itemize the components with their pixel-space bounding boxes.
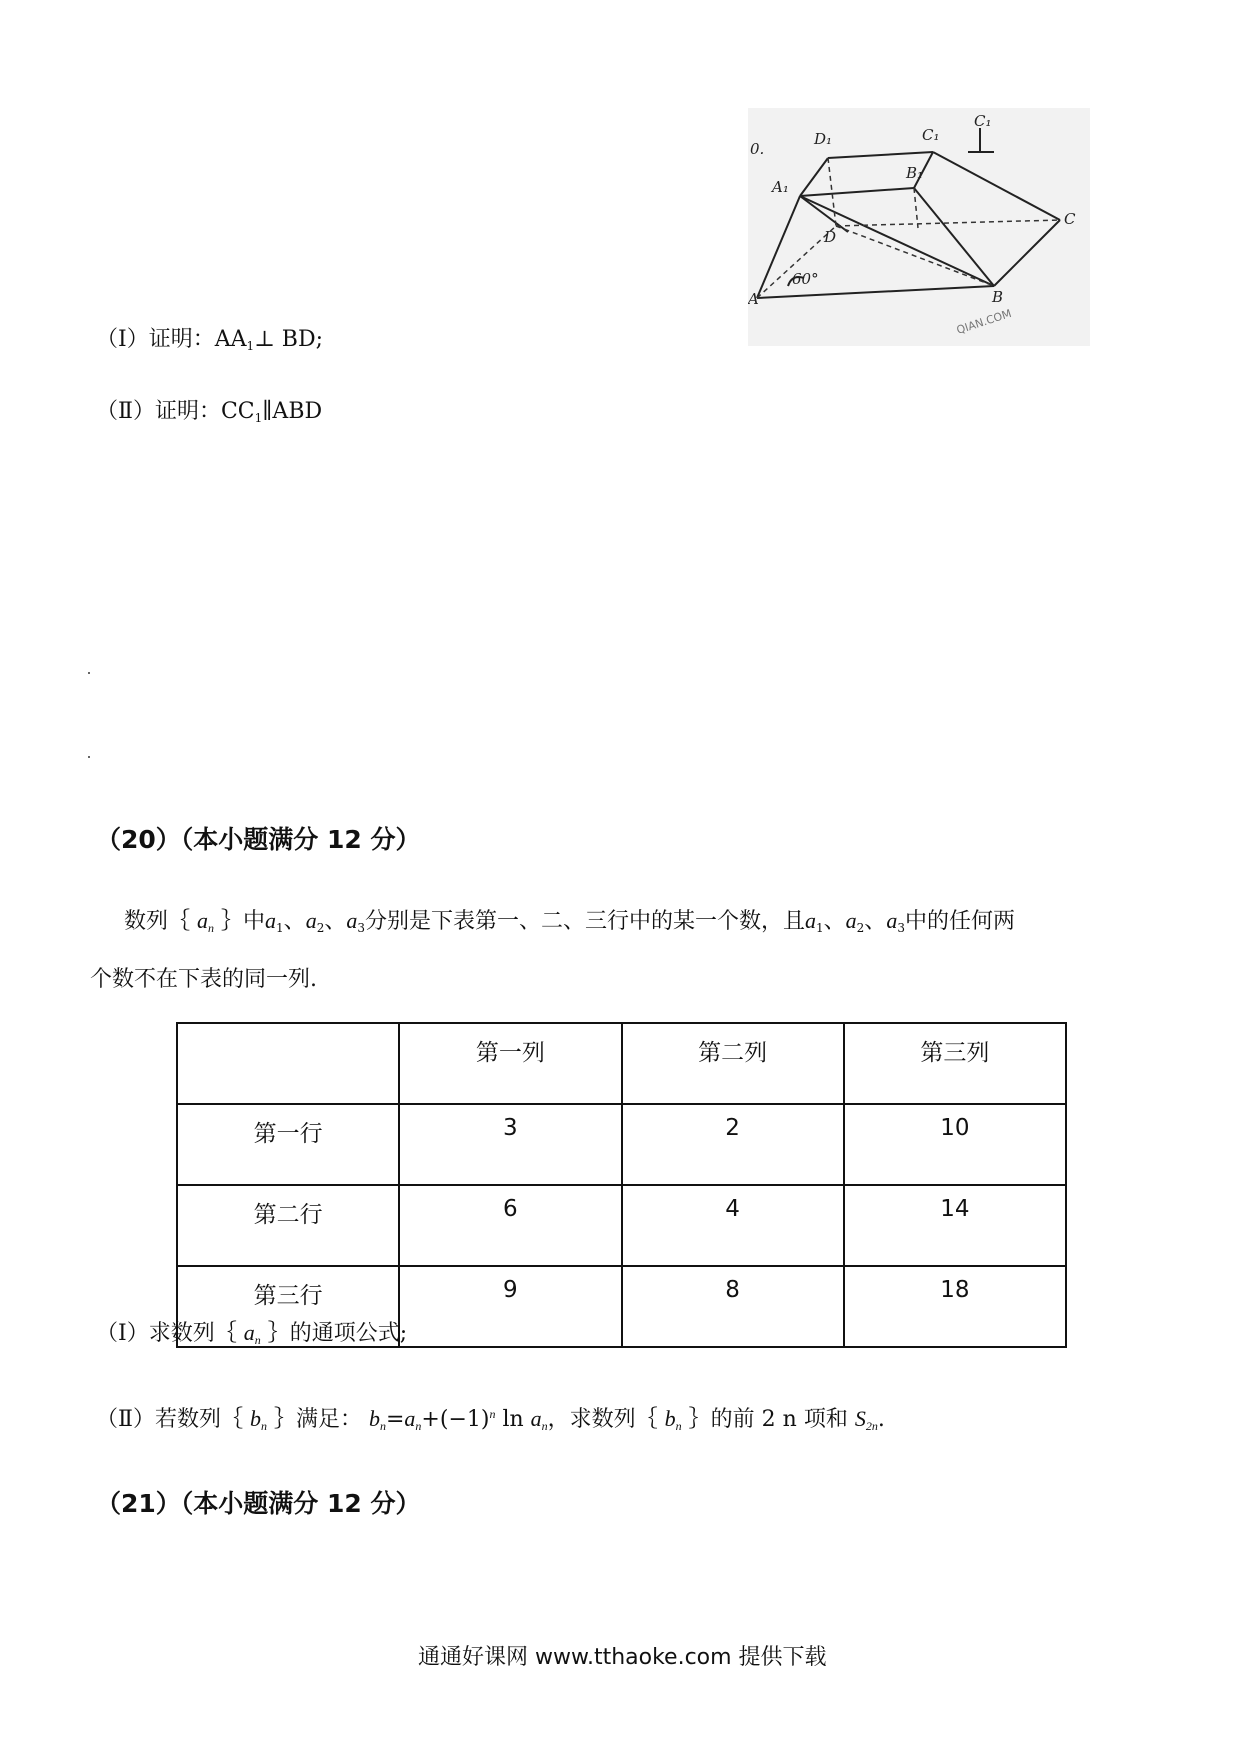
table-header-cell: 第二列 xyxy=(622,1023,844,1104)
q20-math-a: a xyxy=(805,908,816,933)
edge-A1-D1 xyxy=(800,158,828,196)
label-angle: 60° xyxy=(792,270,819,288)
q20-math-sub-3: 3 xyxy=(897,921,905,935)
label-hand-C1: C₁ xyxy=(974,112,992,130)
q20-part2-text: （Ⅱ）若数列｛ xyxy=(96,1407,243,1432)
q20-part2-text: ，求数列｛ xyxy=(547,1407,658,1432)
q20-part1-text: ｝的通项公式; xyxy=(267,1321,408,1346)
figure-watermark: QIAN.COM xyxy=(954,306,1014,337)
label-A: A xyxy=(748,290,759,308)
q20-part2-eq-a: a xyxy=(404,1406,416,1431)
edge-D1-C1 xyxy=(828,152,933,158)
q20-part2-eq-n: n xyxy=(379,1419,386,1433)
q20-part2-eq-n: n xyxy=(415,1419,422,1433)
table-header-cell: 第三列 xyxy=(844,1023,1066,1104)
q20-sep: 、 xyxy=(324,909,347,934)
geometry-figure xyxy=(748,108,1090,346)
q20-math-sub-1: 1 xyxy=(816,921,824,935)
table-header-cell: 第一列 xyxy=(399,1023,621,1104)
label-C1: C₁ xyxy=(922,126,940,144)
q20-part2-math-S: S xyxy=(854,1406,866,1431)
label-C: C xyxy=(1064,210,1076,228)
q20-math-sub-n: n xyxy=(208,921,215,935)
q20-part2 xyxy=(96,1402,885,1434)
q20-part2-math-S-sub: 2n xyxy=(865,1419,878,1433)
table-cell: 14 xyxy=(844,1185,1066,1266)
q19-part1 xyxy=(96,322,323,353)
q20-part2-text: ｝的前 2 n 项和 xyxy=(688,1407,848,1432)
q20-text: 中的任何两 xyxy=(904,909,1015,934)
q20-part2-text: ｝满足： xyxy=(273,1407,362,1432)
q20-part2-eq-ln: ln xyxy=(495,1407,531,1432)
q21-heading: （21）（本小题满分 12 分） xyxy=(96,1489,421,1518)
q20-part2-eq-exp: n xyxy=(489,1407,496,1421)
table-row-label: 第三行 xyxy=(177,1266,399,1347)
q19-part2-sub: 1 xyxy=(254,411,263,425)
label-question-number: 0. xyxy=(750,140,765,158)
stray-mark xyxy=(88,672,90,674)
q19-part2 xyxy=(96,394,322,425)
label-B1: B₁ xyxy=(906,164,924,182)
table-header-cell xyxy=(177,1023,399,1104)
table-cell: 6 xyxy=(399,1185,621,1266)
stray-mark xyxy=(88,756,90,758)
prism-diagram xyxy=(748,108,1090,346)
label-B: B xyxy=(992,288,1004,306)
q20-sep: 、 xyxy=(283,909,306,934)
q20-sep: 、 xyxy=(823,909,846,934)
q20-text: 分别是下表第一、二、三行中的某一个数，且 xyxy=(364,909,805,934)
label-A1: A₁ xyxy=(772,178,789,196)
q20-math-a: a xyxy=(886,908,898,933)
footer-text: 通通好课网 www.tthaoke.com 提供下载 xyxy=(418,1645,827,1670)
q20-intro-line1 xyxy=(124,904,1015,936)
q20-math-a: a xyxy=(265,908,277,933)
q20-table xyxy=(176,1022,1067,1348)
q20-part2-eq-plus: +(−1) xyxy=(421,1407,490,1432)
q20-math-sub-2: 2 xyxy=(856,921,865,935)
q20-math-a: a xyxy=(305,908,317,933)
q19-part1-prefix: （Ⅰ）证明：AA xyxy=(96,327,247,352)
q19-part1-suffix: ⊥ BD; xyxy=(254,327,324,352)
q20-part2-end: . xyxy=(877,1407,885,1432)
q20-part2-math-b: b xyxy=(249,1406,261,1431)
q19-part2-prefix: （Ⅱ）证明：CC xyxy=(96,399,255,424)
table-cell: 18 xyxy=(844,1266,1066,1347)
q19-part1-sub: 1 xyxy=(246,339,255,353)
table-header-row xyxy=(177,1023,1066,1104)
q20-text: 数列｛ xyxy=(124,909,191,934)
q20-math-a: a xyxy=(845,908,857,933)
q20-part2-eq-n: n xyxy=(541,1419,548,1433)
q20-part2-math-n: n xyxy=(675,1419,682,1433)
q20-sep: 、 xyxy=(864,909,887,934)
table-cell: 8 xyxy=(622,1266,844,1347)
table-cell: 2 xyxy=(622,1104,844,1185)
edge-A1-B1 xyxy=(800,188,914,196)
q20-part1-math-n: n xyxy=(254,1333,261,1347)
q20-text: ｝中 xyxy=(221,909,266,934)
q20-math-a: a xyxy=(197,908,209,933)
q20-part1-text: （Ⅰ）求数列｛ xyxy=(96,1321,237,1346)
edge-C-B xyxy=(994,220,1060,286)
q20-part2-math-n: n xyxy=(260,1419,267,1433)
table-row-label: 第二行 xyxy=(177,1185,399,1266)
label-D1: D₁ xyxy=(814,130,833,148)
q20-part2-eq-a2: a xyxy=(530,1406,542,1431)
table-row xyxy=(177,1185,1066,1266)
q20-part2-math-b: b xyxy=(664,1406,676,1431)
table-cell: 4 xyxy=(622,1185,844,1266)
label-D: D xyxy=(824,228,837,246)
q20-part2-eq-b: b xyxy=(368,1406,380,1431)
hidden-edge-D-C xyxy=(836,220,1060,226)
table-cell: 9 xyxy=(399,1266,621,1347)
table-cell: 10 xyxy=(844,1104,1066,1185)
q20-math-sub-3: 3 xyxy=(357,921,365,935)
q20-part2-eq-equals: = xyxy=(385,1407,405,1432)
q20-part1-math-a: a xyxy=(243,1320,255,1345)
table-cell: 3 xyxy=(399,1104,621,1185)
q20-heading: （20）（本小题满分 12 分） xyxy=(96,825,421,854)
q19-part2-suffix: ∥ABD xyxy=(262,399,323,424)
q20-math-sub-2: 2 xyxy=(316,921,325,935)
q20-math-a: a xyxy=(346,908,358,933)
edge-C1-C xyxy=(933,152,1060,220)
q20-math-sub-1: 1 xyxy=(276,921,284,935)
q20-part1 xyxy=(96,1316,407,1348)
hidden-edge-D1-D xyxy=(828,158,836,226)
table-row xyxy=(177,1104,1066,1185)
q20-intro-line2: 个数不在下表的同一列. xyxy=(90,967,317,992)
hand-perp-mark xyxy=(968,128,994,152)
table-row-label: 第一行 xyxy=(177,1104,399,1185)
hidden-edge-B1 xyxy=(914,188,918,228)
